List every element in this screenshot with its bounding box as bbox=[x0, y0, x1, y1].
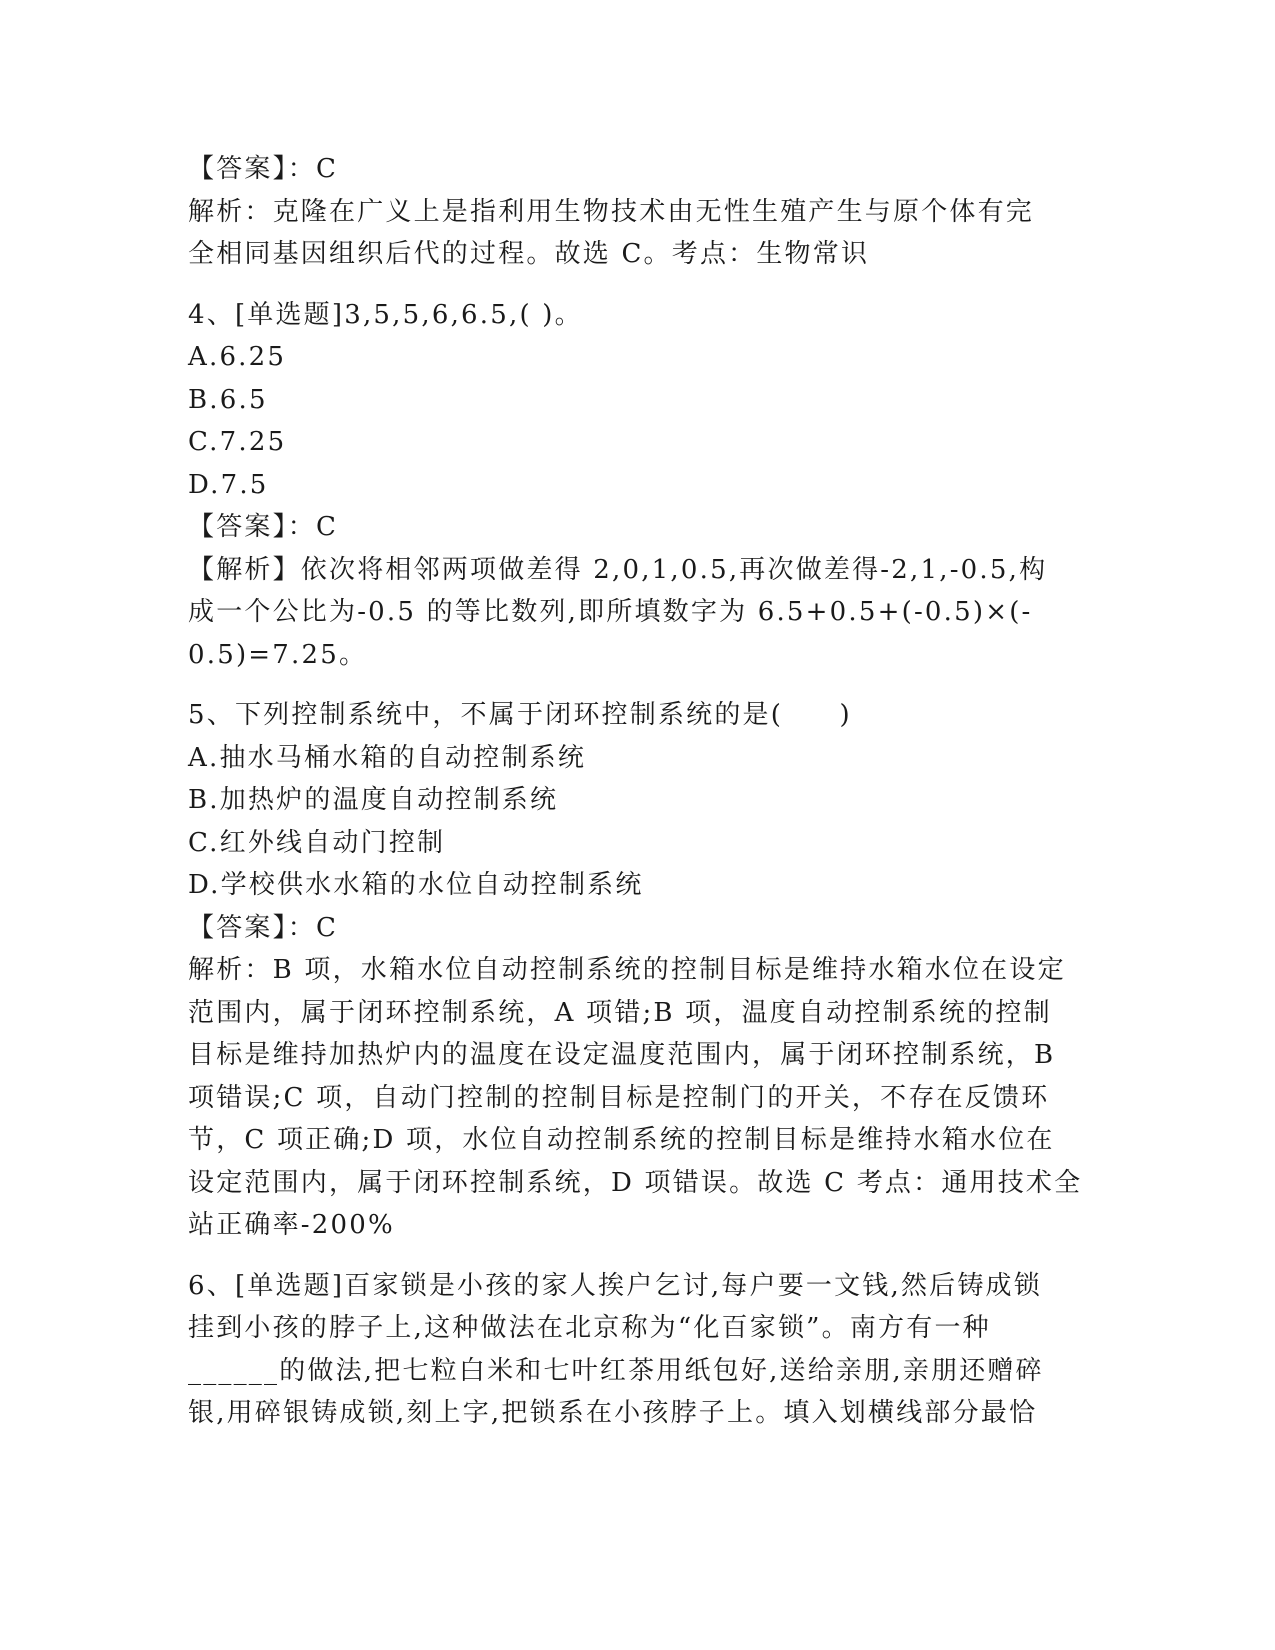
question-3-answer-block bbox=[188, 148, 1078, 276]
question-stem-line: 挂到小孩的脖子上,这种做法在北京称为“化百家锁”。南方有一种 bbox=[188, 1313, 991, 1343]
question-stem-line: ______的做法,把七粒白米和七叶红茶用纸包好,送给亲朋,亲朋还赠碎 bbox=[188, 1355, 1044, 1386]
question-stem-line: 6、[单选题]百家锁是小孩的家人挨户乞讨,每户要一文钱,然后铸成锁 bbox=[188, 1270, 1042, 1301]
option-d: D.学校供水水箱的水位自动控制系统 bbox=[188, 870, 644, 900]
analysis-line: 节，C 项正确;D 项，水位自动控制系统的控制目标是维持水箱水位在 bbox=[188, 1125, 1055, 1155]
option-b: B.6.5 bbox=[188, 384, 268, 415]
analysis-line: 解析：B 项，水箱水位自动控制系统的控制目标是维持水箱水位在设定 bbox=[188, 955, 1066, 985]
option-a: A.抽水马桶水箱的自动控制系统 bbox=[188, 742, 587, 773]
analysis-line: 解析：克隆在广义上是指利用生物技术由无性生殖产生与原个体有完 bbox=[188, 196, 1035, 227]
question-6 bbox=[188, 1265, 1078, 1435]
question-4 bbox=[188, 294, 1078, 677]
analysis-line: 站正确率-200% bbox=[188, 1210, 395, 1240]
analysis-line: 设定范围内，属于闭环控制系统，D 项错误。故选 C 考点：通用技术全 bbox=[188, 1167, 1083, 1198]
analysis-line: 【解析】依次将相邻两项做差得 2,0,1,0.5,再次做差得-2,1,-0.5,构 bbox=[188, 554, 1048, 585]
document-page bbox=[188, 148, 1083, 1435]
question-stem-line: 银,用碎银铸成锁,刻上字,把锁系在小孩脖子上。填入划横线部分最恰 bbox=[188, 1398, 1038, 1428]
analysis-line: 成一个公比为-0.5 的等比数列,即所填数字为 6.5+0.5+(-0.5)×(- bbox=[188, 597, 1033, 627]
analysis-line: 全相同基因组织后代的过程。故选 C。考点：生物常识 bbox=[188, 239, 870, 269]
analysis-line: 目标是维持加热炉内的温度在设定温度范围内，属于闭环控制系统，B bbox=[188, 1040, 1056, 1070]
analysis-line: 范围内，属于闭环控制系统，A 项错;B 项，温度自动控制系统的控制 bbox=[188, 997, 1052, 1028]
option-d: D.7.5 bbox=[188, 469, 269, 500]
question-stem: 4、[单选题]3,5,5,6,6.5,( )。 bbox=[188, 299, 583, 330]
answer-label: 【答案】：C bbox=[188, 154, 339, 184]
option-b: B.加热炉的温度自动控制系统 bbox=[188, 785, 559, 815]
question-stem: 5、下列控制系统中，不属于闭环控制系统的是( ) bbox=[188, 700, 852, 730]
option-c: C.红外线自动门控制 bbox=[188, 827, 446, 858]
option-a: A.6.25 bbox=[188, 342, 287, 372]
answer-label: 【答案】：C bbox=[188, 512, 339, 542]
question-5 bbox=[188, 694, 1083, 1247]
analysis-line: 项错误;C 项，自动门控制的控制目标是控制门的开关，不存在反馈环 bbox=[188, 1082, 1050, 1113]
analysis-line: 0.5)=7.25。 bbox=[188, 639, 368, 670]
option-c: C.7.25 bbox=[188, 427, 287, 457]
answer-label: 【答案】：C bbox=[188, 912, 339, 943]
